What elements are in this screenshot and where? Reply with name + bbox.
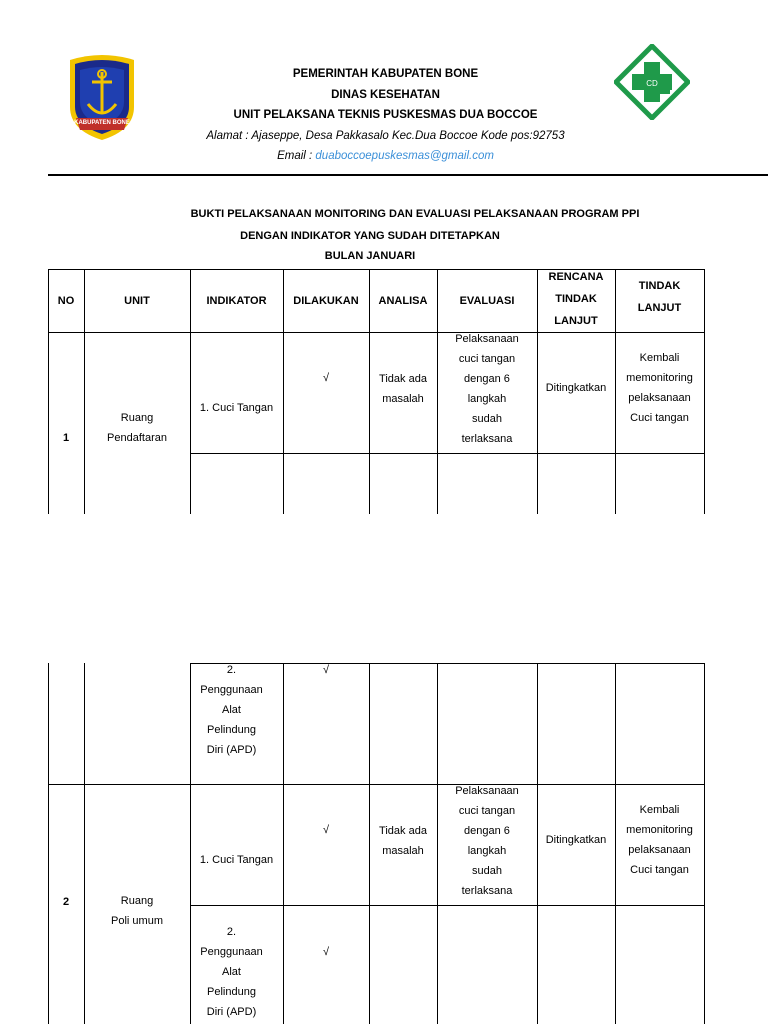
email-label: Email : <box>277 150 316 162</box>
header-unit: UNIT <box>124 295 150 307</box>
logo-caption: KABUPATEN BONE <box>74 120 130 126</box>
header-line3: UNIT PELAKSANA TEKNIS PUSKESMAS DUA BOCCOE <box>233 109 538 121</box>
header-tindak: TINDAK LANJUT <box>637 280 682 314</box>
row2-rencana: Ditingkatkan <box>545 834 607 846</box>
header-divider <box>48 174 768 176</box>
row2-unit: Ruang Poli umum <box>111 895 163 927</box>
row1-tindak: Kembali memonitoring pelaksanaan Cuci tangan <box>626 352 693 424</box>
row1-no: 1 <box>62 432 70 444</box>
header-no: NO <box>57 295 75 307</box>
header-analisa: ANALISA <box>378 295 428 307</box>
doc-title-line3: BULAN JANUARI <box>324 250 416 262</box>
row2-check: √ <box>322 824 330 836</box>
row2-analisa: Tidak ada masalah <box>379 825 427 857</box>
row1-rencana: Ditingkatkan <box>545 382 607 394</box>
row1-check-2: √ <box>322 664 330 676</box>
header-indikator: INDIKATOR <box>206 295 267 307</box>
doc-title-line2: DENGAN INDIKATOR YANG SUDAH DITETAPKAN <box>240 230 500 242</box>
header-rencana: RENCANA TINDAK LANJUT <box>548 271 604 327</box>
row2-evaluasi: Pelaksanaan cuci tangan dengan 6 langkah sudah terlaksana <box>455 785 519 897</box>
row2-indikator-2: 2. Penggunaan Alat Pelindung Diri (APD) <box>200 926 263 1018</box>
doc-title-line1: BUKTI PELAKSANAAN MONITORING DAN EVALUASI PELAKSANAAN PROGRAM PPI <box>190 208 640 220</box>
row1-indikator: 1. Cuci Tangan <box>199 402 274 414</box>
row1-unit: Ruang Pendaftaran <box>107 412 167 444</box>
row2-no: 2 <box>62 896 70 908</box>
row2-check-2: √ <box>322 946 330 958</box>
row2-tindak: Kembali memonitoring pelaksanaan Cuci tangan <box>626 804 693 876</box>
row1-evaluasi: Pelaksanaan cuci tangan dengan 6 langkah sudah terlaksana <box>455 333 519 445</box>
header-line2: DINAS KESEHATAN <box>331 89 440 101</box>
row1-check: √ <box>322 372 330 384</box>
header-address: Alamat : Ajaseppe, Desa Pakkasalo Kec.Dua Boccoe Kode pos:92753 <box>206 130 565 142</box>
header-line1: PEMERINTAH KABUPATEN BONE <box>292 68 479 80</box>
header-dilakukan: DILAKUKAN <box>293 295 359 307</box>
header-email-line <box>3 150 768 162</box>
header-evaluasi: EVALUASI <box>459 295 515 307</box>
row1-indikator-2: 2. Penggunaan Alat Pelindung Diri (APD) <box>200 664 263 756</box>
row2-indikator: 1. Cuci Tangan <box>199 854 274 866</box>
email-link[interactable]: duaboccoepuskesmas@gmail.com <box>315 150 494 162</box>
svg-text:CD: CD <box>646 79 658 88</box>
row1-analisa: Tidak ada masalah <box>379 373 427 405</box>
